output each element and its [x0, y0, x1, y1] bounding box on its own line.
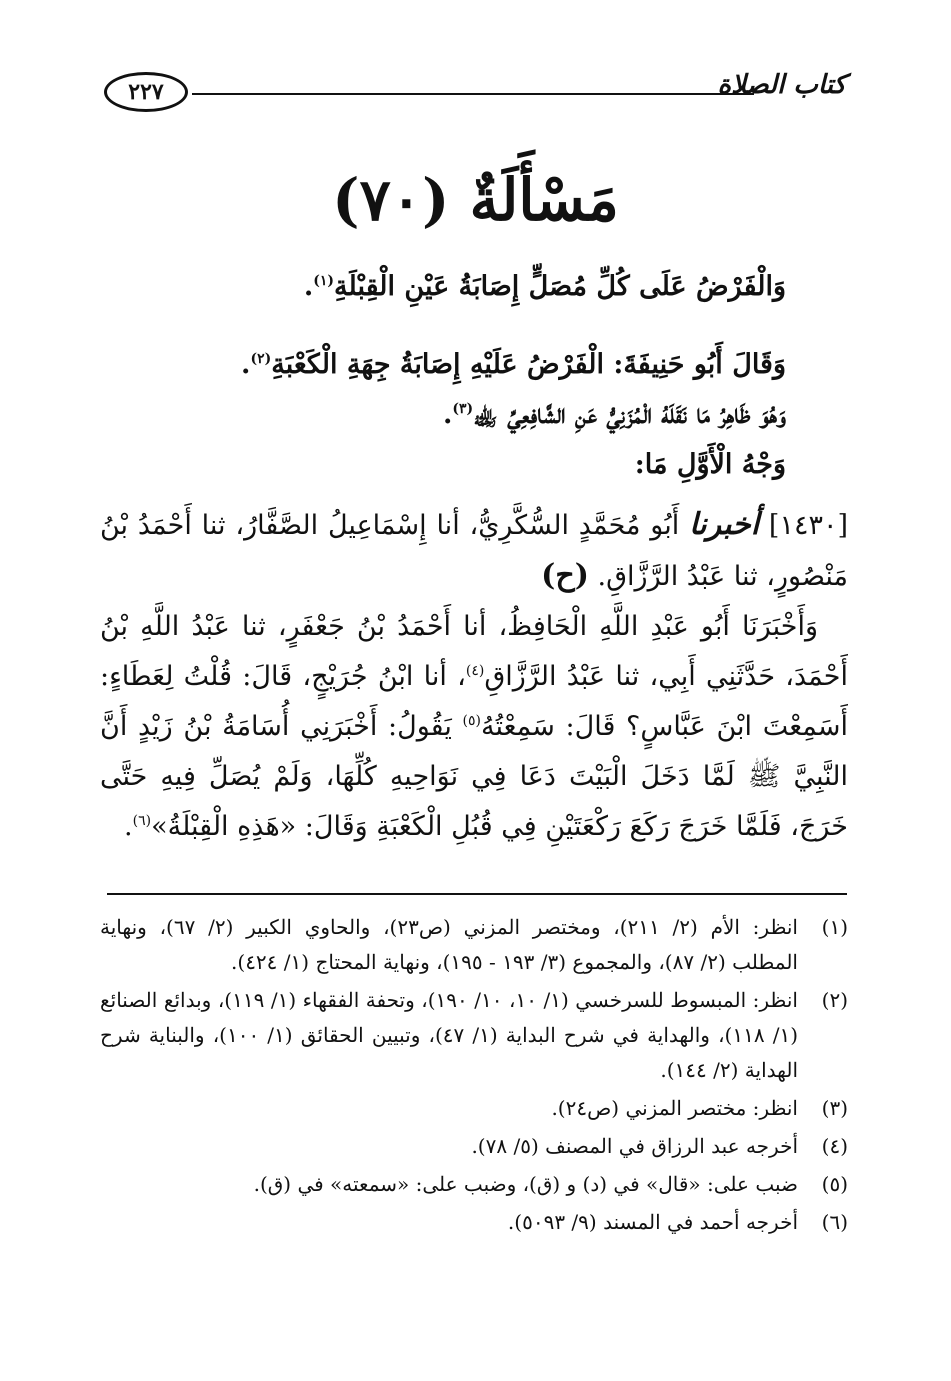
- footnote-ref-4[interactable]: (٤): [465, 663, 485, 679]
- hadith-body-part2: ، أنا ابْنُ جُرَيْجٍ، قَالَ: قُلْتُ لِعَطَاءٍ: أَسَمِعْتَ ابْنَ عَبَّاسٍ؟ قَالَ: سَمِعْتُهُ: [100, 661, 848, 742]
- abu-hanifa-paragraph: [100, 340, 848, 390]
- footnote-number: (٥): [821, 1172, 848, 1196]
- page-number: ٢٢٧: [128, 79, 164, 105]
- hadith-1430-paragraph: [100, 500, 848, 602]
- footnote-ref-2[interactable]: (٢): [250, 351, 272, 367]
- akhbarana-label: أخبرنا: [689, 507, 760, 542]
- footnote-ref-6[interactable]: (٦): [132, 813, 152, 829]
- statement-paragraph: [100, 262, 848, 312]
- footnote-item: [100, 1129, 848, 1164]
- first-view-text: وَجْهُ الْأَوَّلِ مَا:: [634, 449, 786, 480]
- main-text: [100, 262, 848, 852]
- hadith-body-part3: يَقُولُ: أَخْبَرَنِي أُسَامَةُ بْنُ زَيْدٍ أَنَّ النَّبِيَّ ﷺ لَمَّا دَخَلَ الْبَيْتَ دَعَا فِي نَوَاحِيهِ كُلِّهَا، وَلَمْ يُصَلِّ فِيهِ حَتَّى خَرَجَ، فَلَمَّا خَرَجَ رَكَعَ رَكْعَتَيْنِ فِي قُبُلِ الْكَعْبَةِ وَقَالَ: «هَذِهِ الْقِبْلَةُ»: [100, 711, 848, 842]
- footnote-text: أخرجه عبد الرزاق في المصنف (٥/ ٧٨).: [471, 1134, 798, 1158]
- footnote-item: [100, 1205, 848, 1240]
- footnote-text: انظر: الأم (٢/ ٢١١)، ومختصر المزني (ص٢٣)، والحاوي الكبير (٢/ ٦٧)، ونهاية المطلب (٢/ ٨٧)، والمجموع (٣/ ١٩٣ - ١٩٥)، ونهاية المحتاج (١/ ٤٢٤).: [100, 915, 798, 974]
- footnote-ref-5[interactable]: (٥): [462, 713, 481, 729]
- running-title: كتاب الصلاة: [717, 70, 846, 100]
- footnote-rule: [107, 893, 847, 895]
- abu-hanifa-text: وَقَالَ أَبُو حَنِيفَةَ: الْفَرْضُ عَلَيْهِ إِصَابَةُ جِهَةِ الْكَعْبَةِ: [271, 349, 786, 380]
- footnote-item: [100, 910, 848, 980]
- muzani-paragraph: [100, 390, 848, 440]
- statement-text: وَالْفَرْضُ عَلَى كُلِّ مُصَلٍّ إِصَابَةُ عَيْنِ الْقِبْلَةِ: [334, 271, 786, 302]
- footnote-item: [100, 1091, 848, 1126]
- footnote-number: (١): [821, 915, 848, 939]
- page-number-badge: [104, 72, 188, 112]
- hadith-number: [١٤٣٠]: [768, 510, 848, 541]
- header-rule: [192, 93, 754, 95]
- footnote-number: (٤): [821, 1134, 848, 1158]
- footnote-text: ضبب على: «قال» في (د) و (ق)، وضبب على: «سمعته» في (ق).: [253, 1172, 798, 1196]
- hadith-body-part1: وَأَخْبَرَنَا أَبُو عَبْدِ اللَّهِ الْحَافِظُ، أنا أَحْمَدُ بْنُ جَعْفَرٍ، ثنا عَبْدُ اللَّهِ بْنُ أَحْمَدَ، حَدَّثَنِي أَبِي، ثنا عَبْدُ الرَّزَّاقِ: [100, 611, 848, 692]
- footnote-text: أخرجه أحمد في المسند (٩/ ٥٠٩٣).: [507, 1210, 798, 1234]
- muzani-end: .: [442, 399, 453, 430]
- hadith-body-end: .: [124, 811, 133, 842]
- footnote-item: [100, 983, 848, 1088]
- tahwil-symbol: (ح): [541, 558, 589, 593]
- statement-end: .: [303, 271, 314, 302]
- footnotes: [100, 910, 848, 1243]
- footnote-item: [100, 1167, 848, 1202]
- footnote-number: (٢): [821, 988, 848, 1012]
- footnote-text: انظر: مختصر المزني (ص٢٤).: [551, 1096, 798, 1120]
- issue-title: مَسْأَلَةٌ (٧٠): [332, 166, 619, 234]
- footnote-ref-3[interactable]: (٣): [452, 401, 474, 417]
- first-view-heading: [100, 440, 848, 490]
- page-header: [104, 66, 846, 116]
- footnote-ref-1[interactable]: (١): [313, 273, 335, 289]
- muzani-text: وَهُوَ ظَاهِرُ مَا نَقَلَهُ الْمُزَنِيُّ عَنِ الشَّافِعِيِّ ﵀: [473, 399, 786, 430]
- isnad-text: أَبُو مُحَمَّدٍ السُّكَّرِيُّ، أنا إِسْمَاعِيلُ الصَّفَّارُ، ثنا أَحْمَدُ بْنُ مَنْصُورٍ، ثنا عَبْدُ الرَّزَّاقِ.: [100, 510, 848, 592]
- hadith-body-paragraph: [100, 602, 848, 852]
- abu-hanifa-end: .: [241, 349, 251, 380]
- footnote-text: انظر: المبسوط للسرخسي (١/ ١٠، ١٠/ ١٩٠)، وتحفة الفقهاء (١/ ١١٩)، وبدائع الصنائع (١/ ١١٨)، والهداية في شرح البداية (١/ ٤٧)، وتبيين الحقائق (١/ ١٠٠)، والبناية شرح الهداية (٢/ ١٤٤).: [100, 988, 798, 1082]
- footnote-number: (٦): [821, 1210, 848, 1234]
- footnote-number: (٣): [821, 1096, 848, 1120]
